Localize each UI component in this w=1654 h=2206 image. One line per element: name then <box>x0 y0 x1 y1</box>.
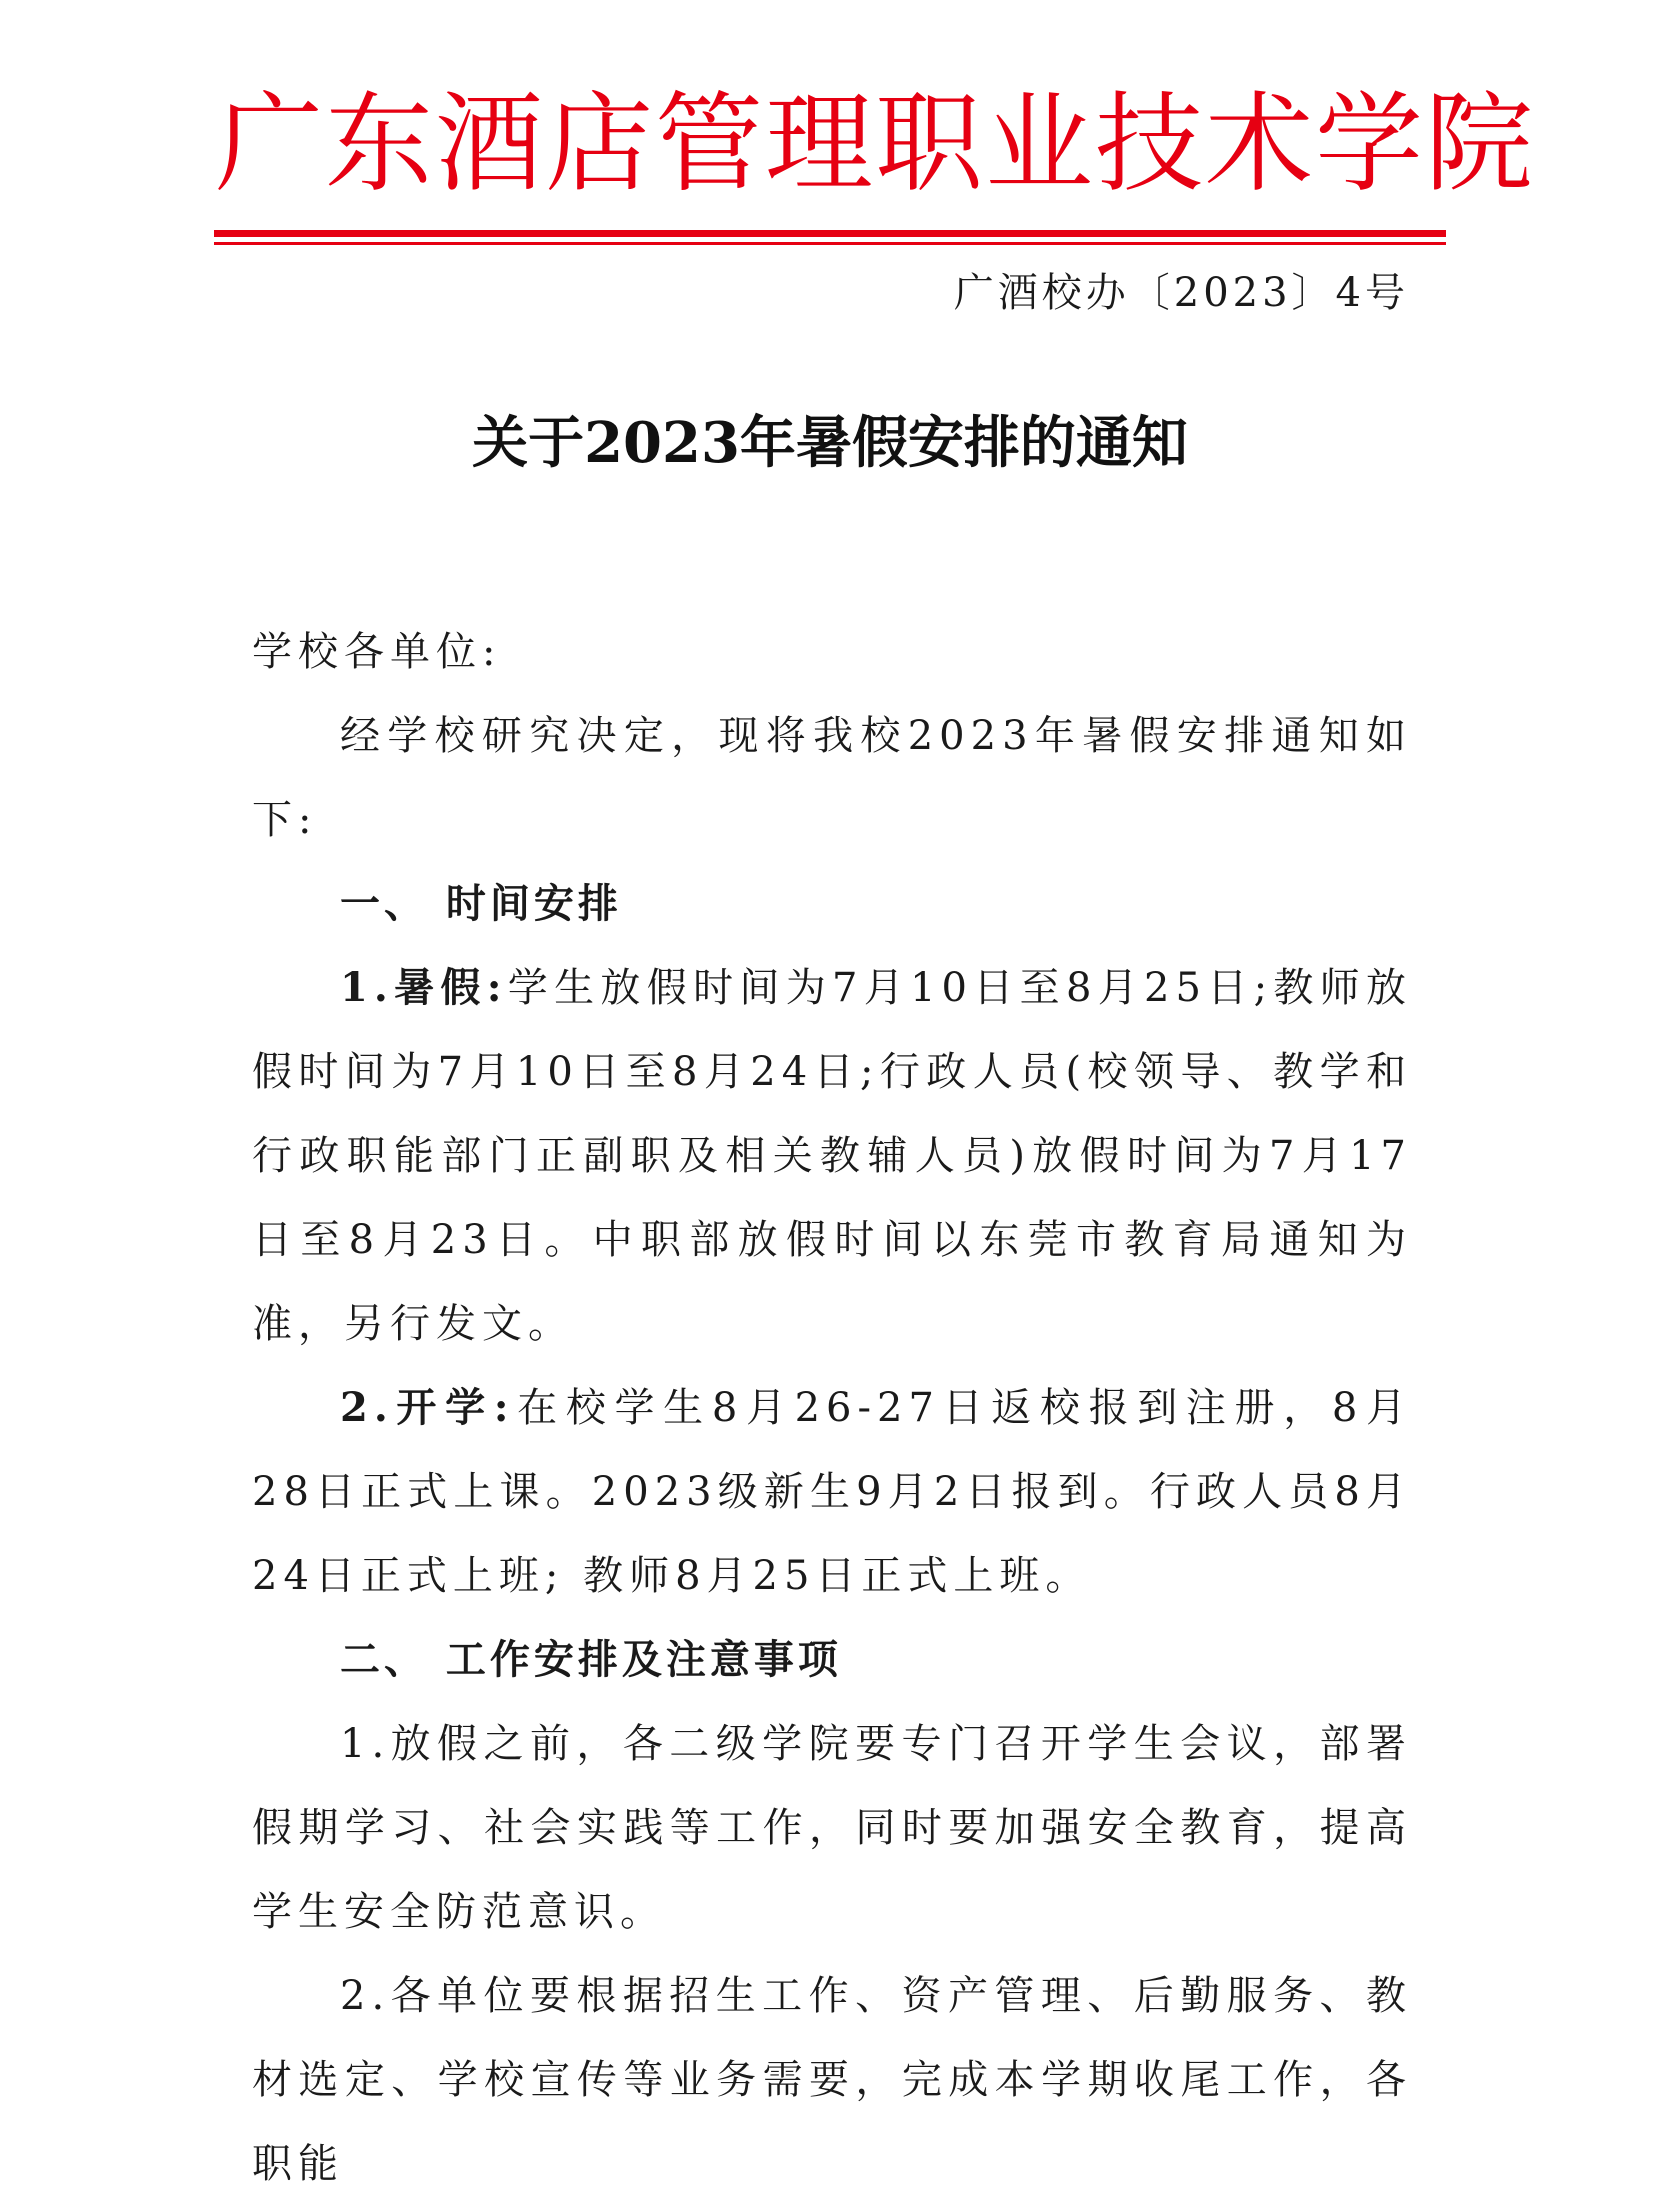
section-heading-work: 二、 工作安排及注意事项 <box>340 1637 842 1683</box>
document-number: 广酒校办〔2023〕4号 <box>953 270 1409 316</box>
paragraph-term-start <box>252 1366 1412 1618</box>
paragraph-summer-break <box>252 946 1412 1366</box>
intro-paragraph: 经学校研究决定，现将我校2023年暑假安排通知如下: <box>252 713 1412 843</box>
salutation: 学校各单位: <box>252 629 502 675</box>
masthead-divider-thick <box>214 230 1446 237</box>
institution-masthead: 广东酒店管理职业技术学院 <box>215 82 1536 207</box>
paragraph-text-summer: 学生放假时间为7月10日至8月25日;教师放假时间为7月10日至8月24日;行政人员(校领导、教学和行政职能部门正副职及相关教辅人员)放假时间为7月17日至8月23日。中职部放假时间以东莞市教育局通知为准，另行发文。 <box>252 965 1413 1347</box>
paragraph-lead-term-start: 2.开学: <box>340 1384 515 1431</box>
section-heading-time: 一、 时间安排 <box>340 881 622 927</box>
masthead-divider-thin <box>214 242 1446 245</box>
paragraph-work-2: 2.各单位要根据招生工作、资产管理、后勤服务、教材选定、学校宣传等业务需要，完成本学期收尾工作，各职能 <box>252 1973 1412 2187</box>
document-title: 关于2023年暑假安排的通知 <box>472 410 1188 476</box>
paragraph-lead-summer: 1.暑假: <box>340 964 508 1011</box>
document-body <box>252 610 1412 2206</box>
paragraph-work-1: 1.放假之前，各二级学院要专门召开学生会议，部署假期学习、社会实践等工作，同时要加强安全教育，提高学生安全防范意识。 <box>252 1721 1412 1935</box>
paragraph-text-term-start: 在校学生8月26-27日返校报到注册，8月28日正式上课。2023级新生9月2日报到。行政人员8月24日正式上班; 教师8月25日正式上班。 <box>252 1385 1412 1599</box>
